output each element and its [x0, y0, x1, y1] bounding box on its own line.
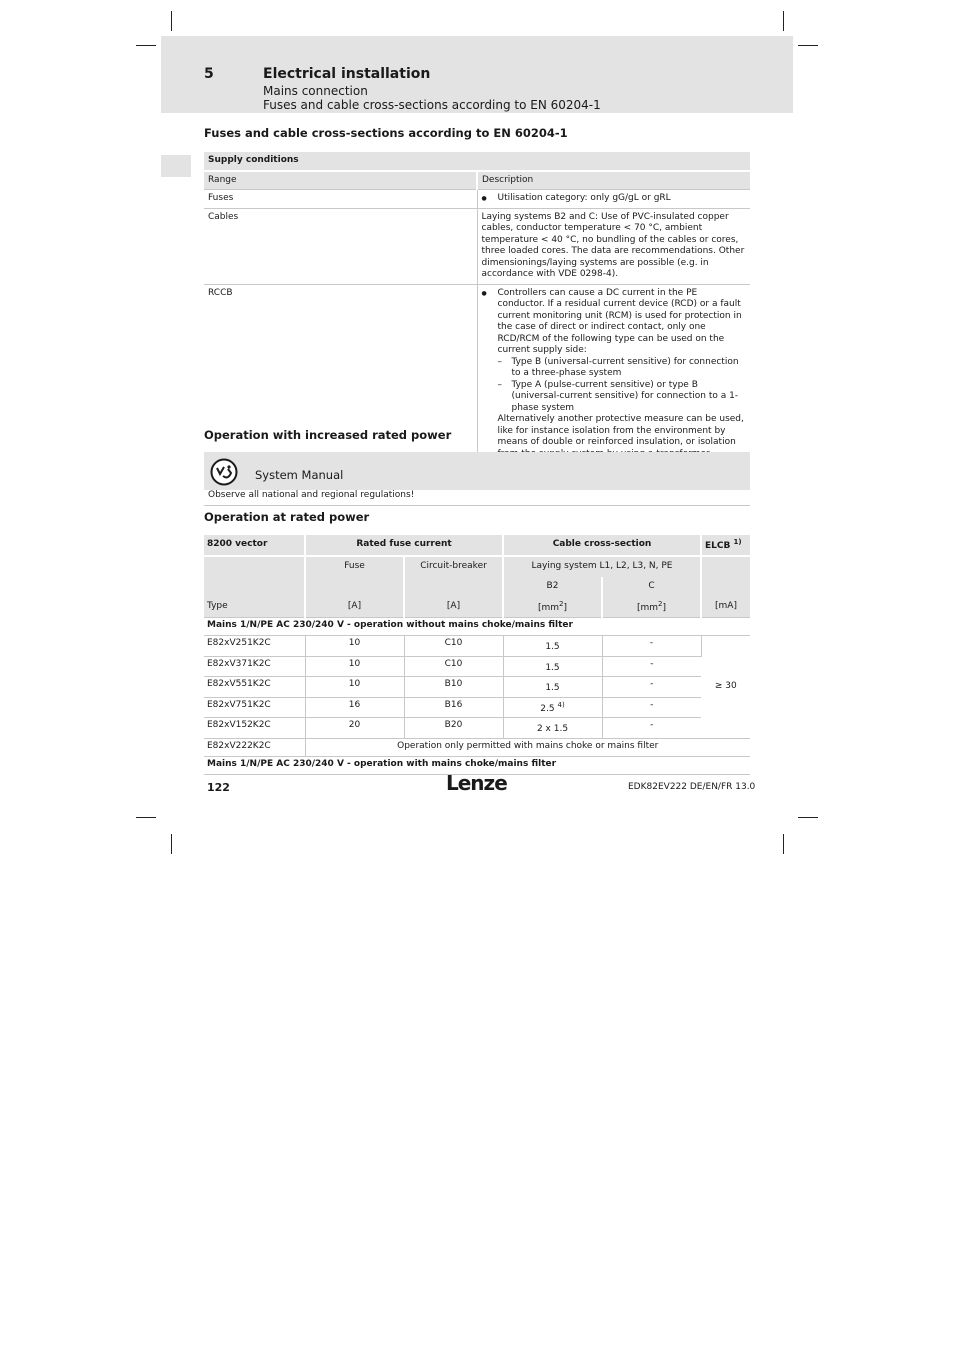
section-title: Fuses and cable cross-sections according to EN 60204-1 — [204, 126, 568, 140]
cell-b2: 1.5 — [503, 677, 602, 698]
column-header: Description — [477, 171, 750, 190]
group-heading: Mains 1/N/PE AC 230/240 V - operation without mains choke/mains filter — [204, 618, 750, 636]
section-title: Operation with increased rated power — [204, 428, 452, 442]
row-label: Fuses — [204, 190, 477, 209]
row-label: RCCB — [204, 284, 477, 487]
cell-type: E82xV152K2C — [204, 718, 305, 739]
table-row — [204, 656, 750, 677]
table-row — [204, 718, 750, 739]
bullet-item — [498, 288, 747, 461]
table-row — [204, 208, 750, 284]
cell-c: - — [602, 636, 701, 657]
column-header — [701, 535, 750, 556]
table-title: Supply conditions — [204, 152, 750, 171]
cell-fuse: 20 — [305, 718, 404, 739]
cell-cb: C10 — [404, 656, 503, 677]
column-header: Laying system L1, L2, L3, N, PE — [503, 556, 701, 577]
rated-power-table — [204, 535, 750, 775]
unit-cell: Type — [204, 597, 305, 618]
column-header: Circuit-breaker — [404, 556, 503, 577]
manual-reference-box — [204, 452, 750, 490]
cell-cb: B16 — [404, 697, 503, 718]
cell-cb: B20 — [404, 718, 503, 739]
cell-c: - — [602, 656, 701, 677]
dash-item: – Type A (pulse-current sensitive) or type B (universal-current sensitive) for connection to a 1-phase system — [512, 380, 747, 415]
table-row — [204, 738, 750, 756]
unit-cell: $[mm^2]$ — [602, 597, 701, 618]
cell-fuse: 16 — [305, 697, 404, 718]
cell-fuse: 10 — [305, 677, 404, 698]
cell-cb: B10 — [404, 677, 503, 698]
chapter-title: Electrical installation — [263, 66, 431, 82]
page-number: 122 — [207, 781, 230, 794]
cell-type: E82xV371K2C — [204, 656, 305, 677]
cell-c: - — [602, 697, 701, 718]
lenze-logo: Lenze — [446, 771, 507, 795]
cell-c: - — [602, 677, 701, 698]
crop-mark — [136, 45, 156, 46]
table-footnote: Observe all national and regional regulations! — [204, 487, 750, 506]
manual-label: System Manual — [255, 468, 344, 482]
crop-mark — [783, 11, 784, 31]
cell-text: Laying systems B2 and C: Use of PVC-insulated copper cables, conductor temperature < 70 °C, ambient temperature < 40 °C, no bundling of the cables or cores, three loaded cores. The data are recommendations. Other dimensionings/laying systems are possible (e.g. in accordance with VDE 0298-4). — [477, 208, 750, 284]
cell-b2: 2.5 $^{4)}$ — [503, 697, 602, 718]
cell-type: E82xV222K2C — [204, 738, 305, 756]
cell-type: E82xV251K2C — [204, 636, 305, 657]
cell-b2: 1.5 — [503, 636, 602, 657]
bullet-text: Alternatively another protective measure can be used, like for instance isolation from the environment by means of double or reinforced insulation, or isolation — [497, 414, 744, 447]
side-tab-marker — [161, 155, 191, 177]
column-header: B2 — [503, 577, 602, 597]
chapter-subtitle: Fuses and cable cross-sections according to EN 60204-1 — [263, 98, 601, 112]
crop-mark — [171, 834, 172, 854]
table-row — [204, 677, 750, 698]
crop-mark — [171, 11, 172, 31]
cell-cb: C10 — [404, 636, 503, 657]
unit-cell: $[mm^2]$ — [503, 597, 602, 618]
cell-note: Operation only permitted with mains choke or mains filter — [305, 738, 750, 756]
crop-mark — [783, 834, 784, 854]
table-row — [204, 636, 750, 657]
cell-fuse: 10 — [305, 636, 404, 657]
unit-cell: [A] — [404, 597, 503, 618]
cell-type: E82xV751K2C — [204, 697, 305, 718]
cell-elcb: ≥ 30 — [701, 636, 750, 739]
cell-fuse: 10 — [305, 656, 404, 677]
table-row — [204, 697, 750, 718]
system-manual-icon — [210, 458, 238, 490]
cell-type: E82xV551K2C — [204, 677, 305, 698]
bullet-text: Controllers can cause a DC current in the PE conductor. If a residual current device (RCD) or a fault current monitoring unit (RCM) is used for protection in the case of direct or indirect contact, only one RCD/RCM of the following type can be used on the current supply side: — [497, 287, 742, 355]
chapter-subtitle: Mains connection — [263, 84, 368, 98]
table-row — [204, 190, 750, 209]
section-title: Operation at rated power — [204, 510, 370, 524]
cell-c: - — [602, 718, 701, 739]
bullet-item: ● Utilisation category: only gG/gL or gRL — [498, 193, 747, 205]
dash-item: – Type B (universal-current sensitive) for connection to a three-phase system — [512, 357, 747, 380]
row-label: Cables — [204, 208, 477, 284]
document-id: EDK82EV222 DE/EN/FR 13.0 — [628, 782, 756, 792]
crop-mark — [798, 45, 818, 46]
group-heading: Mains 1/N/PE AC 230/240 V - operation with mains choke/mains filter — [204, 756, 750, 774]
cell-b2: 1.5 — [503, 656, 602, 677]
unit-cell: [mA] — [701, 597, 750, 618]
column-header: 8200 vector — [204, 535, 305, 556]
cell-b2: 2 x 1.5 — [503, 718, 602, 739]
column-header: Fuse — [305, 556, 404, 577]
crop-mark — [136, 817, 156, 818]
column-header: Cable cross-section — [503, 535, 701, 556]
chapter-number: 5 — [204, 66, 214, 82]
column-header: Range — [204, 171, 477, 190]
column-header: Rated fuse current — [305, 535, 503, 556]
elcb-label: ELCB — [705, 541, 731, 552]
footnote-ref: 1) — [733, 538, 742, 547]
column-header: C — [602, 577, 701, 597]
crop-mark — [798, 817, 818, 818]
unit-cell: [A] — [305, 597, 404, 618]
